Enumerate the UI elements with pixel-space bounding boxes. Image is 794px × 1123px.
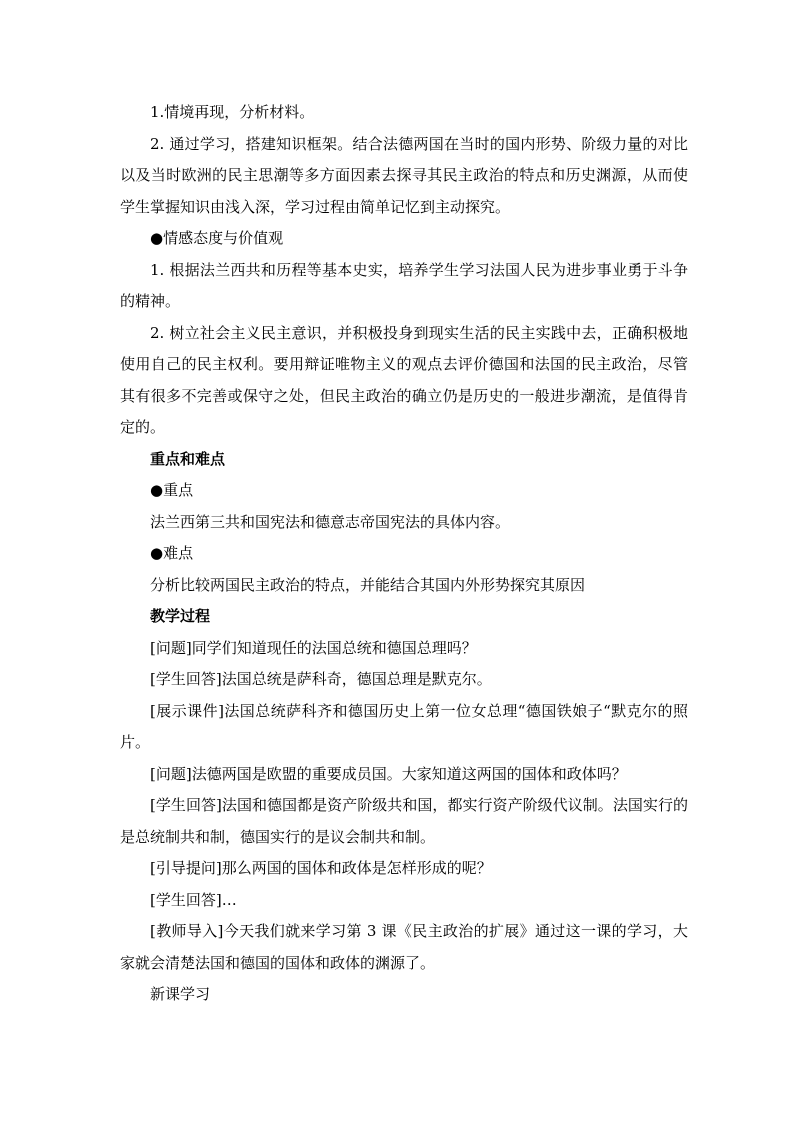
section-heading: 重点和难点 xyxy=(150,449,226,468)
dialogue-line: [教师导入]今天我们就来学习第 3 课《民主政治的扩展》通过这一课的学习，大家就会清楚法国和德国的国体和政体的渊源了。 xyxy=(120,922,688,972)
paragraph: 法兰西第三共和国宪法和德意志帝国宪法的具体内容。 xyxy=(150,512,511,531)
dialogue-line: [学生回答]… xyxy=(150,890,237,909)
dialogue-line: [学生回答]法国总统是萨科奇，德国总理是默克尔。 xyxy=(150,670,492,688)
paragraph: 2. 通过学习，搭建知识框架。结合法德两国在当时的国内形势、阶级力量的对比以及当时欧洲的民主思潮等多方面因素去探寻其民主政治的特点和历史渊源，从而使学生掌握知识由浅入深，学习过程由简单记忆到主动探究。 xyxy=(120,134,688,216)
dialogue-line: [展示课件]法国总统萨科齐和德国历史上第一位女总理“德国铁娘子“默克尔的照片。 xyxy=(120,701,688,751)
paragraph: 1. 根据法兰西共和历程等基本史实，培养学生学习法国人民为进步事业勇于斗争的精神。 xyxy=(120,260,688,310)
document-body xyxy=(120,97,688,1011)
paragraph: 2. 树立社会主义民主意识，并积极投身到现实生活的民主实践中去，正确积极地使用自己的民主权利。要用辩证唯物主义的观点去评价德国和法国的民主政治，尽管其有很多不完善或保守之处，但民主政治的确立仍是历史的一般进步潮流，是值得肯定的。 xyxy=(120,323,688,436)
paragraph: 1.情境再现，分析材料。 xyxy=(150,103,315,121)
section-bullet-heading: ●情感态度与价值观 xyxy=(150,229,284,247)
dialogue-line: [问题]同学们知道现任的法国总统和德国总理吗？ xyxy=(150,638,477,657)
dialogue-line: [问题]法德两国是欧盟的重要成员国。大家知道这两国的国体和政体吗？ xyxy=(150,764,627,783)
section-bullet-heading: ●重点 xyxy=(150,481,194,499)
dialogue-line: [引导提问]那么两国的国体和政体是怎样形成的呢？ xyxy=(150,859,492,877)
section-heading: 新课学习 xyxy=(150,985,211,1003)
dialogue-line: [学生回答]法国和德国都是资产阶级共和国，都实行资产阶级代议制。法国实行的是总统制共和制，德国实行的是议会制共和制。 xyxy=(120,796,688,846)
section-bullet-heading: ●难点 xyxy=(150,544,194,562)
section-heading: 教学过程 xyxy=(150,607,211,625)
paragraph: 分析比较两国民主政治的特点，并能结合其国内外形势探究其原因 xyxy=(150,575,586,594)
